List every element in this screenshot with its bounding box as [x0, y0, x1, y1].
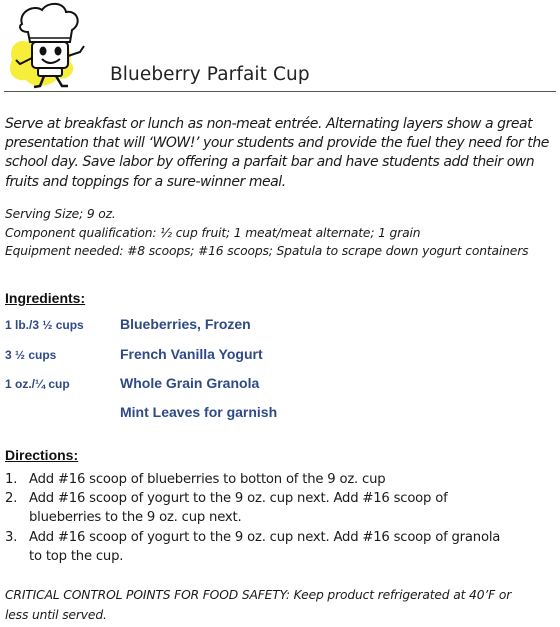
component-qualification: Component qualification: ½ cup fruit; 1 meat/meat alternate; 1 grain: [5, 225, 421, 240]
step-number: 1.: [5, 472, 18, 487]
directions-list: [5, 470, 550, 566]
food-safety-line: less until served.: [5, 608, 107, 622]
directions-heading: Directions:: [5, 447, 79, 463]
recipe-meta: [5, 205, 557, 261]
step-number: 3.: [5, 529, 18, 545]
recipe-header: [0, 0, 560, 92]
recipe-title: Blueberry Parfait Cup: [110, 64, 310, 85]
direction-step: [5, 470, 550, 489]
ingredient-name: Mint Leaves for garnish: [120, 404, 278, 420]
ingredient-name: French Vanilla Yogurt: [120, 346, 263, 362]
step-text-continued: to top the cup.: [29, 548, 124, 564]
direction-step: [5, 528, 550, 566]
ingredient-quantity: 3 ½ cups: [5, 348, 57, 362]
food-safety-line: CRITICAL CONTROL POINTS FOR FOOD SAFETY: Keep product refrigerated at 40’F or: [5, 588, 512, 602]
ingredient-name: Whole Grain Granola: [120, 375, 260, 391]
ingredients-heading: Ingredients:: [5, 290, 86, 306]
ingredient-row: [5, 404, 525, 424]
step-text: Add #16 scoop of blueberries to botton of the 9 oz. cup: [29, 472, 386, 487]
food-safety-note: [5, 585, 550, 625]
ingredient-row: [5, 346, 525, 366]
ingredient-name: Blueberries, Frozen: [120, 316, 251, 332]
recipe-description: Serve at breakfast or lunch as non-meat entrée. Alternating layers show a great presentation that will ‘WOW!’ your students and provide the fuel they need for the school day. Save labor by offering a parfait bar and have students add their own fruits and toppings for a sure-winner meal.: [5, 116, 549, 190]
chef-mascot-icon: [4, 2, 104, 90]
title-divider: [4, 91, 556, 92]
step-text: Add #16 scoop of yogurt to the 9 oz. cup next. Add #16 scoop of granola: [29, 529, 501, 545]
ingredient-quantity: 1 lb./3 ½ cups: [5, 318, 84, 332]
serving-size: Serving Size; 9 oz.: [5, 207, 116, 221]
ingredient-row: [5, 316, 525, 336]
ingredient-row: [5, 375, 525, 395]
equipment-needed: Equipment needed: #8 scoops; #16 scoops; Spatula to scrape down yogurt containers: [5, 244, 529, 259]
direction-step: [5, 489, 550, 527]
step-number: 2.: [5, 491, 18, 507]
step-text-continued: blueberries to the 9 oz. cup next.: [29, 510, 242, 526]
ingredient-quantity: 1 oz./¼ cup: [5, 377, 70, 391]
step-text: Add #16 scoop of yogurt to the 9 oz. cup next. Add #16 scoop of: [29, 491, 448, 507]
